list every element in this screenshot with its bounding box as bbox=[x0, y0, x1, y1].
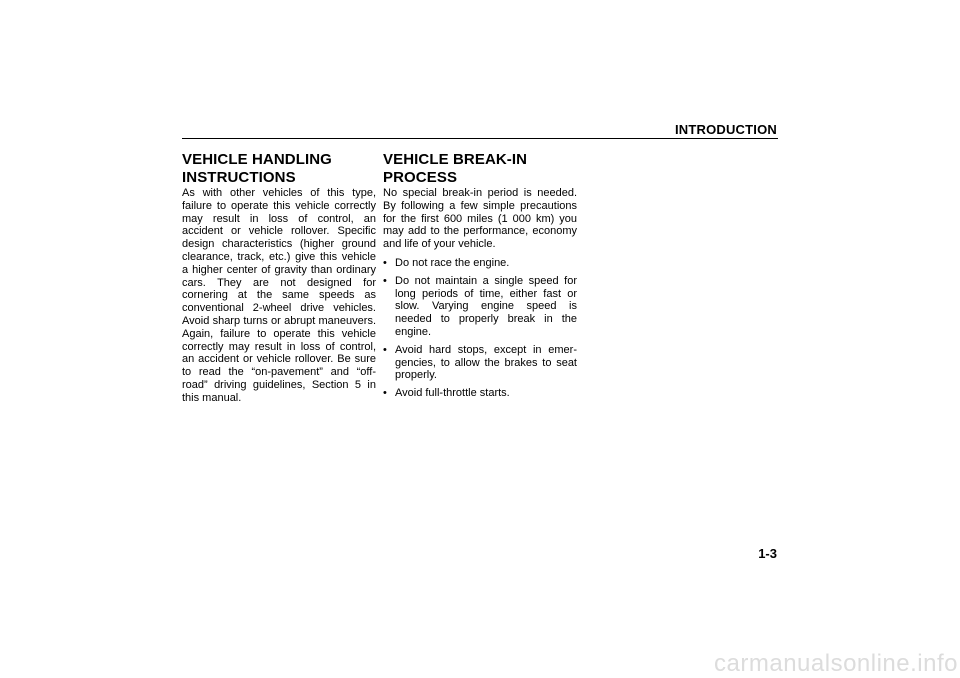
list-item bbox=[383, 275, 577, 339]
list-item bbox=[383, 387, 577, 400]
list-item-text: Avoid hard stops, except in emergencies, to allow the brakes to seat properly. bbox=[395, 343, 577, 382]
break-in-paragraph: No special break-in period is needed. By following a few simple precautions for the first 600 miles (1 000 km) you may add to the performance, economy and life of your vehicle. bbox=[383, 187, 577, 251]
list-item-text: Do not maintain a single speed for long periods of time, either fast or slow. Varying engine speed is needed to properly break in the engine. bbox=[395, 274, 577, 338]
list-item-text: Do not race the engine. bbox=[395, 256, 510, 269]
watermark-text: carmanualsonline.info bbox=[714, 650, 958, 677]
bullet-icon: • bbox=[383, 274, 387, 287]
header-divider bbox=[182, 138, 778, 139]
list-item-text: Avoid full-throttle starts. bbox=[395, 387, 510, 400]
bullet-icon: • bbox=[383, 343, 387, 356]
list-item bbox=[383, 344, 577, 382]
bullet-icon: • bbox=[383, 387, 387, 400]
list-item bbox=[383, 257, 577, 270]
section-header-title: INTRODUCTION bbox=[674, 122, 777, 137]
bullet-icon: • bbox=[383, 256, 387, 269]
vehicle-handling-heading: VEHICLE HANDLING INSTRUCTIONS bbox=[182, 151, 332, 186]
page-number: 1-3 bbox=[758, 546, 777, 561]
right-column bbox=[383, 151, 577, 405]
left-column bbox=[182, 151, 376, 405]
vehicle-handling-paragraph: As with other vehicles of this type, failure to operate this vehicle correctly may result in loss of control, an accident or vehicle rollover. Specific design characteristics (higher ground clearance, track, etc.) give this vehicle a higher center of gravity than ordinary cars. They are not designed for cornering at the same speeds as conventional 2-wheel drive vehicles. Avoid sharp turns or abrupt maneuvers. Again, failure to operate this vehicle correctly may result in loss of control, an accident or vehicle rollover. Be sure to read the “on-pavement” and “off-road” driving guidelines, Section 5 in this manual. bbox=[182, 187, 376, 404]
break-in-heading: VEHICLE BREAK-IN PROCESS bbox=[383, 151, 528, 186]
break-in-precautions-list bbox=[383, 257, 577, 400]
